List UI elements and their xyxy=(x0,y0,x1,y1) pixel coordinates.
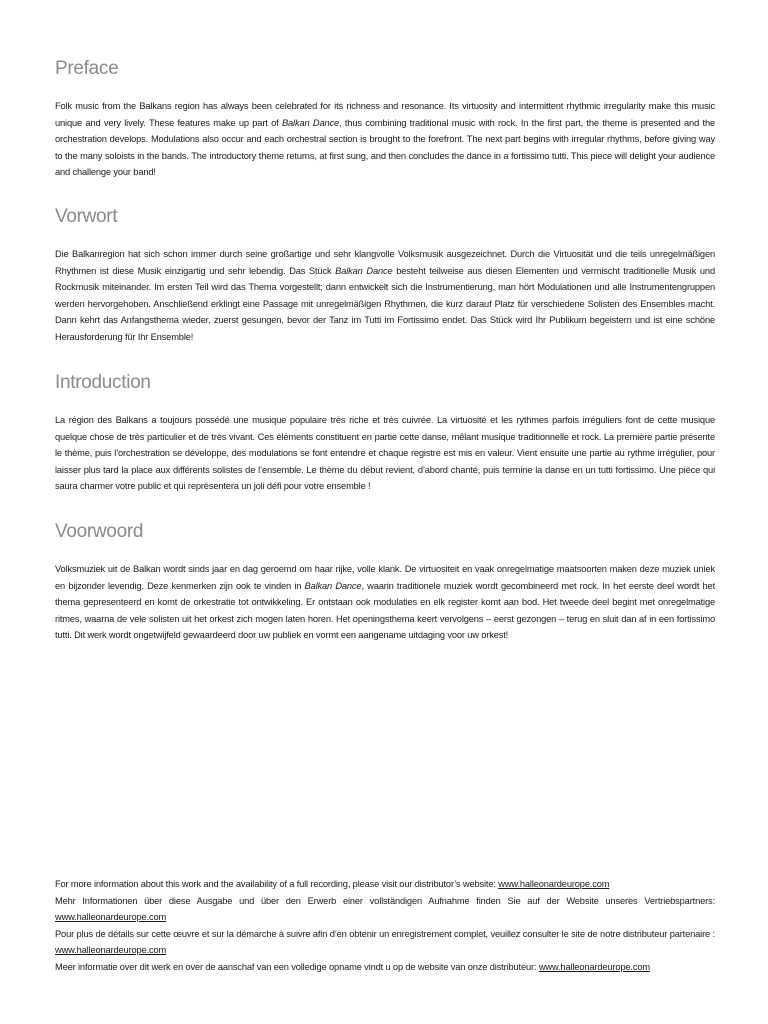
footer-text-nl: Meer informatie over dit werk en over de aanschaf van een volledige opname vindt u op de website van onze distributeur: xyxy=(55,961,539,972)
footer-text-de: Mehr Informationen über diese Ausgabe und über den Erwerb einer vollständigen Aufnahme finden Sie auf der Website unseres Vertriebspartners: xyxy=(55,895,715,906)
vorwort-section xyxy=(55,206,715,345)
voorwoord-heading: Voorwoord xyxy=(55,521,144,542)
footer-line-en xyxy=(55,876,715,893)
preface-text-part-2: , thus combining traditional music with rock. In the first part, the theme is presented and the orchestration develops. Modulations also occur and each orchestral section is brought to the forefront. The next part begins with irregular rhythms, before giving way to the many soloists in the bands. The introductory theme returns, at first sung, and then concludes the dance in a fortissimo tutti. This piece will delight your audience and challenge your band! xyxy=(55,117,715,177)
introduction-paragraph: La région des Balkans a toujours possédé une musique populaire très riche et très cuivrée. La virtuosité et les rythmes parfois irréguliers font de cette musique quelque chose de très particulier et de très vivant. Ces éléments constituent en partie cette danse, mêlant musique traditionnelle et rock. La première partie présente le thème, puis l’orchestration se développe, des modulations se font entendre et chaque registre est mis en valeur. Vient ensuite une partie au rythme irrégulier, pour laisser plus tard la place aux différents solistes de l’ensemble. Le thème du début revient, d’abord chanté, puis termine la danse en un tutti fortissimo. Une pièce qui saura charmer votre public et qui représentera un joli défi pour votre ensemble ! xyxy=(55,415,715,491)
distributor-link-en[interactable]: www.halleonardeurope.com xyxy=(498,879,610,889)
vorwort-heading: Vorwort xyxy=(55,206,118,227)
preface-section xyxy=(55,58,715,181)
preface-text-part-1: Folk music from the Balkans region has always been celebrated for its richness and resonance. Its virtuosity and intermittent rhythmic irregularity make this music unique and very lively. These features make up part of xyxy=(55,101,715,128)
distributor-link-nl[interactable]: www.halleonardeurope.com xyxy=(538,961,650,972)
voorwoord-work-title: Balkan Dance xyxy=(304,580,362,591)
preface-paragraph xyxy=(55,98,715,181)
voorwoord-paragraph xyxy=(55,561,715,644)
vorwort-paragraph xyxy=(55,246,715,345)
voorwoord-section xyxy=(55,521,715,644)
footer-line-de xyxy=(55,893,715,926)
introduction-section xyxy=(55,372,715,495)
voorwoord-text-part-2: , waarin traditionele muziek wordt gecombineerd met rock. In het eerste deel wordt het thema gepresenteerd en komt de orkestratie tot ontwikkeling. Er ontstaan ook modulaties en elk register komt aan bod. Het tweede deel begint met onregelmatige ritmes, waarna de vele solisten uit het orkest zich mogen laten horen. Het openingsthema keert vervolgens – eerst gezongen – terug en sluit dan af in een fortissimo tutti. Dit werk wordt ongetwijfeld gewaardeerd door uw publiek en vormt een aangename uitdaging voor uw orkest! xyxy=(55,580,716,640)
distributor-info-footer xyxy=(55,876,715,975)
voorwoord-text-part-1: Volksmuziek uit de Balkan wordt sinds jaar en dag geroemd om haar rijke, volle klank. De virtuositeit en vaak onregelmatige maatsoorten maken deze muziek uniek en bijzonder levendig. Deze kenmerken zijn ook te vinden in xyxy=(55,564,715,591)
footer-text-fr: Pour plus de détails sur cette œuvre et sur la démarche à suivre afin d’en obtenir un enregistrement complet, veuillez consulter le site de notre distributeur partenaire : xyxy=(55,928,715,939)
footer-line-fr xyxy=(55,926,715,959)
preface-heading: Preface xyxy=(55,58,119,79)
distributor-link-de[interactable]: www.halleonardeurope.com xyxy=(55,912,167,922)
vorwort-work-title: Balkan Dance xyxy=(335,265,393,276)
vorwort-text-part-1: Die Balkanregion hat sich schon immer durch seine großartige und sehr klangvolle Volksmusik ausgezeichnet. Durch die Virtuosität und die teils unregelmäßigen Rhythmen ist diese Musik einzigartig und sehr lebendig. Das Stück xyxy=(55,249,715,276)
distributor-link-fr[interactable]: www.halleonardeurope.com xyxy=(55,945,167,955)
vorwort-text-part-2: besteht teilweise aus diesen Elementen und vermischt traditionelle Musik und Rockmusik miteinander. Im ersten Teil wird das Thema vorgestellt; dann entwickelt sich die Instrumentierung, man hört Modulationen und alle Instrumentengruppen werden hervorgehoben. Anschließend erklingt eine Passage mit unregelmäßigen Rhythmen, die kurz darauf Platz für verschiedene Solisten des Ensembles macht. Dann kehrt das Anfangsthema wieder, zuerst gesungen, bevor der Tanz im Tutti im Fortissimo endet. Das Stück wird Ihr Publikum begeistern und ist eine schöne Herausforderung für Ihr Ensemble! xyxy=(55,265,715,342)
preface-work-title: Balkan Dance xyxy=(281,117,340,128)
introduction-heading: Introduction xyxy=(55,372,151,393)
footer-line-nl xyxy=(55,959,715,976)
footer-text-en: For more information about this work and the availability of a full recording, please visit our distributor’s website: xyxy=(55,879,499,889)
